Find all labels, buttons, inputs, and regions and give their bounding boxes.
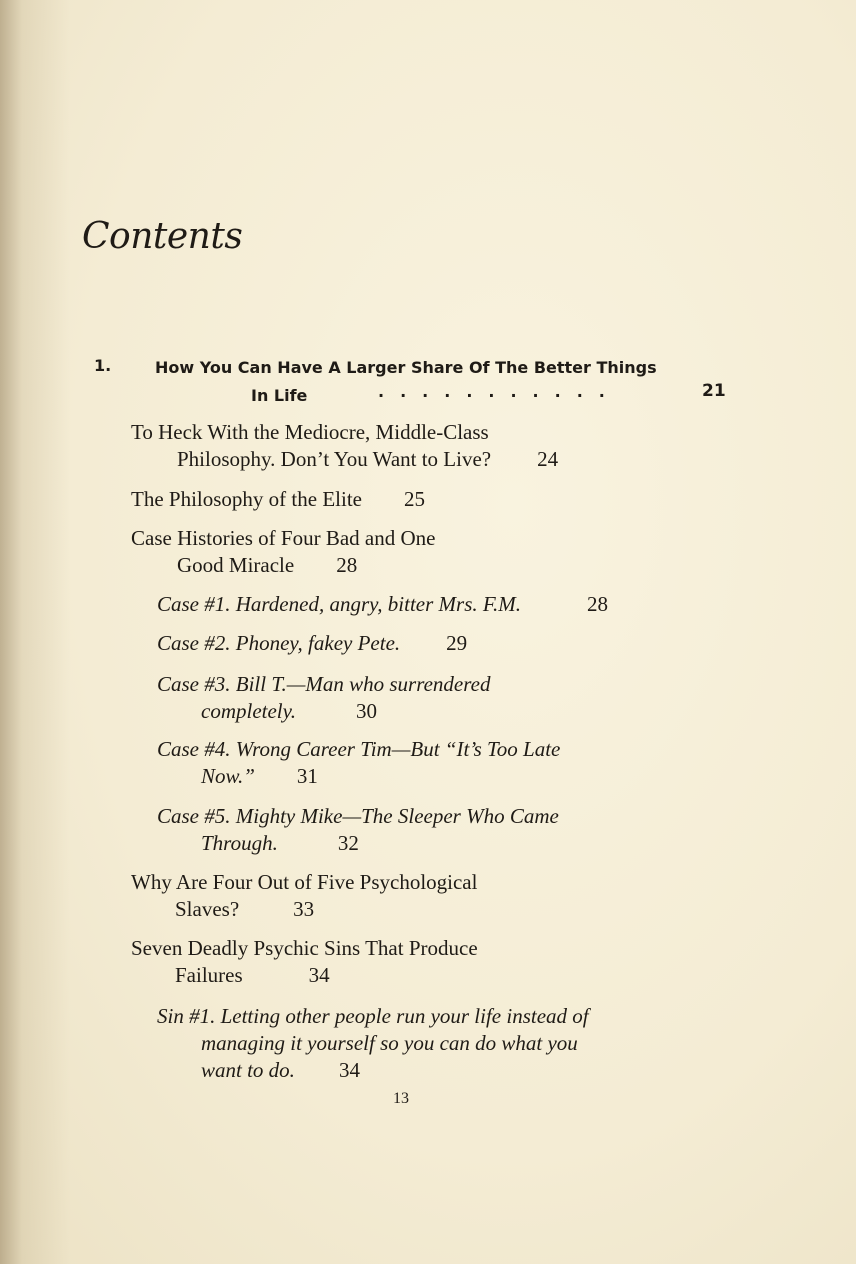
entry-line1: To Heck With the Mediocre, Middle-Class <box>131 420 489 444</box>
entry-line1 <box>131 486 425 513</box>
page-folio: 13 <box>393 1090 409 1107</box>
entry-line1-text: Case #1. Hardened, angry, bitter Mrs. F.M. <box>157 592 521 616</box>
entry-line3 <box>157 1057 589 1084</box>
chapter-number: 1. <box>94 356 112 375</box>
entry-line2-text: Through. <box>201 831 278 855</box>
entry-page-number: 24 <box>537 447 559 471</box>
entry-page-number: 31 <box>296 764 318 788</box>
entry-page-number: 34 <box>338 1058 360 1082</box>
entry-line1 <box>157 630 467 657</box>
entry-page-number: 28 <box>586 592 608 616</box>
entry-line2 <box>131 552 435 579</box>
toc-entry <box>131 419 558 473</box>
toc-entry <box>157 1003 589 1084</box>
entry-page-number: 30 <box>356 699 378 723</box>
entry-line1: Seven Deadly Psychic Sins That Produce <box>131 936 478 960</box>
entry-line1: Case #4. Wrong Career Tim—But “It’s Too Late <box>157 737 561 761</box>
entry-line2-text: Now.” <box>201 764 255 788</box>
entry-page-number: 33 <box>293 897 315 921</box>
toc-entry <box>157 736 560 790</box>
entry-line1: Case #5. Mighty Mike—The Sleeper Who Came <box>157 804 559 828</box>
entry-line2: managing it yourself so you can do what you <box>201 1031 578 1055</box>
toc-entry <box>131 525 435 579</box>
entry-line2-text: Good Miracle <box>177 553 295 577</box>
entry-page-number: 32 <box>337 831 359 855</box>
toc-entry <box>157 671 490 725</box>
entry-page-number: 34 <box>308 963 330 987</box>
chapter-title-line1: How You Can Have A Larger Share Of The Better Things <box>155 358 657 377</box>
toc-entry <box>157 630 467 657</box>
entry-page-number: 28 <box>336 553 358 577</box>
entry-line2-text: completely. <box>201 699 297 723</box>
toc-entry <box>131 869 477 923</box>
entry-line1 <box>157 591 608 618</box>
entry-line1: Why Are Four Out of Five Psychological <box>131 870 478 894</box>
entry-line1: Sin #1. Letting other people run your life instead of <box>157 1004 589 1028</box>
chapter-leader-dots: ........... <box>378 382 621 401</box>
contents-heading: Contents <box>82 216 243 257</box>
entry-line1: Case #3. Bill T.—Man who surrendered <box>157 672 491 696</box>
entry-line2 <box>131 896 477 923</box>
entry-page-number: 29 <box>446 631 468 655</box>
entry-line2 <box>157 698 490 725</box>
toc-entry <box>157 803 559 857</box>
entry-line1: Case Histories of Four Bad and One <box>131 526 436 550</box>
entry-line2 <box>131 446 558 473</box>
entry-line2-text: Failures <box>175 963 243 987</box>
entry-line1-text: Case #2. Phoney, fakey Pete. <box>157 631 401 655</box>
entry-line2 <box>157 830 559 857</box>
entry-page-number: 25 <box>403 487 425 511</box>
chapter-page-number: 21 <box>702 381 726 401</box>
entry-line2 <box>157 763 560 790</box>
toc-entry <box>131 486 425 513</box>
entry-line2 <box>131 962 478 989</box>
toc-entry <box>157 591 608 618</box>
entry-line3-text: want to do. <box>201 1058 295 1082</box>
entry-line2-text: Slaves? <box>175 897 240 921</box>
entry-line1-text: The Philosophy of the Elite <box>131 487 362 511</box>
entry-line2-text: Philosophy. Don’t You Want to Live? <box>177 447 492 471</box>
toc-entry <box>131 935 478 989</box>
chapter-title-line2: In Life <box>251 386 308 405</box>
